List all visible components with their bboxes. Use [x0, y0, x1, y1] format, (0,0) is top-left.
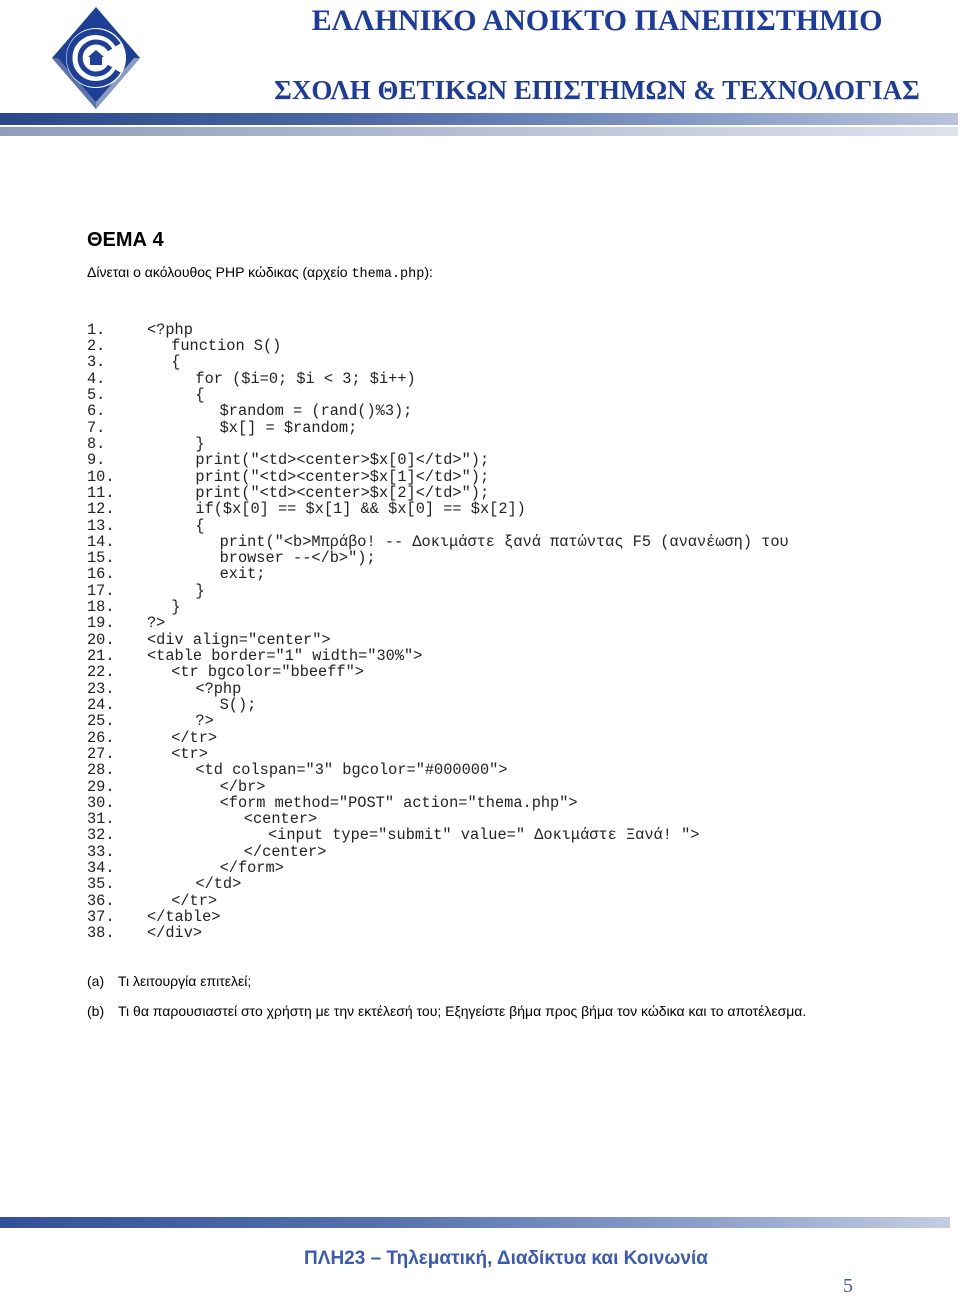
code-text: </tr>: [171, 728, 218, 747]
code-text: function S(): [171, 337, 282, 356]
code-line: [87, 648, 789, 664]
code-line: [87, 354, 789, 370]
code-line: [87, 403, 789, 419]
code-line: [87, 860, 789, 876]
line-number: 9.: [87, 451, 106, 470]
code-line: [87, 681, 789, 697]
code-text: <?php: [195, 679, 242, 698]
line-number: 6.: [87, 402, 106, 421]
code-line: [87, 436, 789, 452]
code-text: </table>: [147, 908, 221, 927]
code-text: <?php: [147, 320, 193, 339]
line-number: 14.: [87, 532, 115, 551]
header-divider-shadow: [0, 127, 958, 136]
school-name: ΣΧΟΛΗ ΘΕΤΙΚΩΝ ΕΠΙΣΤΗΜΩΝ & ΤΕΧΝΟΛΟΓΙΑΣ: [274, 75, 920, 105]
code-line: [87, 811, 789, 827]
code-text: </div>: [147, 924, 203, 943]
intro-suffix: ):: [424, 264, 433, 280]
line-number: 34.: [87, 859, 115, 878]
line-number: 30.: [87, 793, 115, 812]
code-line: [87, 452, 789, 468]
code-line: [87, 338, 789, 354]
code-line: [87, 762, 789, 778]
line-number: 28.: [87, 761, 115, 780]
code-text: }: [195, 434, 205, 453]
code-text: ?>: [147, 614, 166, 633]
line-number: 27.: [87, 744, 115, 763]
code-text: print("<td><center>$x[1]</td>");: [195, 467, 490, 486]
code-line: [87, 844, 789, 860]
intro-filename: thema.php: [351, 267, 425, 282]
code-line: [87, 909, 789, 925]
line-number: 32.: [87, 826, 115, 845]
line-number: 10.: [87, 467, 115, 486]
code-line: [87, 534, 789, 550]
code-text: print("<b>Μπράβο! -- Δοκιμάστε ξανά πατώντας F5 (ανανέωση) του: [219, 532, 789, 551]
question-label: (b): [87, 1003, 105, 1019]
line-number: 35.: [87, 875, 115, 894]
code-text: S();: [219, 695, 257, 714]
code-text: ?>: [195, 712, 214, 731]
code-line: [87, 583, 789, 599]
code-line: [87, 713, 789, 729]
code-line: [87, 387, 789, 403]
line-number: 37.: [87, 908, 115, 927]
line-number: 15.: [87, 549, 115, 568]
code-text: exit;: [219, 565, 266, 584]
code-line: [87, 730, 789, 746]
line-number: 24.: [87, 695, 115, 714]
code-line: [87, 322, 789, 338]
line-number: 21.: [87, 647, 115, 666]
code-text: </form>: [219, 859, 284, 878]
line-number: 25.: [87, 712, 115, 731]
code-line: [87, 632, 789, 648]
line-number: 29.: [87, 777, 115, 796]
line-number: 38.: [87, 924, 115, 943]
code-text: <input type="submit" value=" Δοκιμάστε Ξανά! ">: [268, 826, 700, 845]
code-line: [87, 925, 789, 941]
code-line: [87, 501, 789, 517]
university-logo-icon: [50, 5, 142, 111]
footer-divider: [0, 1217, 950, 1228]
code-line: [87, 420, 789, 436]
line-number: 31.: [87, 810, 115, 829]
code-text: </tr>: [171, 891, 218, 910]
line-number: 33.: [87, 842, 115, 861]
line-number: 20.: [87, 630, 115, 649]
code-text: <table border="1" width="30%">: [147, 647, 423, 666]
code-line: [87, 371, 789, 387]
code-text: <form method="POST" action="thema.php">: [219, 793, 578, 812]
code-line: [87, 697, 789, 713]
code-line: [87, 518, 789, 534]
line-number: 18.: [87, 598, 115, 617]
code-text: $x[] = $random;: [219, 418, 358, 437]
university-name: ΕΛΛΗΝΙΚΟ ΑΝΟΙΚΤΟ ΠΑΝΕΠΙΣΤΗΜΙΟ: [311, 4, 883, 37]
line-number: 17.: [87, 581, 115, 600]
line-number: 19.: [87, 614, 115, 633]
code-line: [87, 827, 789, 843]
line-number: 16.: [87, 565, 115, 584]
code-text: </td>: [195, 875, 242, 894]
code-text: </br>: [219, 777, 266, 796]
line-number: 36.: [87, 891, 115, 910]
code-line: [87, 469, 789, 485]
line-number: 22.: [87, 663, 115, 682]
code-text: <tr bgcolor="bbeeff">: [171, 663, 364, 682]
code-text: }: [195, 581, 205, 600]
line-number: 23.: [87, 679, 115, 698]
line-number: 13.: [87, 516, 115, 535]
topic-intro: [87, 262, 433, 285]
line-number: 5.: [87, 386, 106, 405]
code-text: $random = (rand()%3);: [219, 402, 413, 421]
code-line: [87, 876, 789, 892]
code-line: [87, 599, 789, 615]
topic-title: ΘΕΜΑ 4: [87, 229, 164, 251]
code-text: {: [195, 516, 205, 535]
code-text: <td colspan="3" bgcolor="#000000">: [195, 761, 508, 780]
question-a: [87, 971, 251, 991]
line-number: 11.: [87, 483, 115, 502]
line-number: 2.: [87, 337, 106, 356]
question-label: (a): [87, 973, 105, 989]
code-line: [87, 566, 789, 582]
code-text: </center>: [243, 842, 327, 861]
code-line: [87, 779, 789, 795]
code-text: print("<td><center>$x[2]</td>");: [195, 483, 490, 502]
code-line: [87, 664, 789, 680]
code-text: if($x[0] == $x[1] && $x[0] == $x[2]): [195, 500, 526, 519]
code-text: <tr>: [171, 744, 208, 763]
intro-text: Δίνεται ο ακόλουθος PHP κώδικας (αρχείο: [87, 264, 352, 280]
code-line: [87, 550, 789, 566]
code-listing: [87, 322, 789, 942]
page-number: 5: [843, 1275, 853, 1297]
question-text: Τι λειτουργία επιτελεί;: [118, 973, 252, 989]
line-number: 12.: [87, 500, 115, 519]
code-text: for ($i=0; $i < 3; $i++): [195, 369, 416, 388]
code-line: [87, 893, 789, 909]
line-number: 3.: [87, 353, 106, 372]
line-number: 1.: [87, 320, 106, 339]
code-text: browser --</b>");: [219, 549, 376, 568]
code-text: <center>: [243, 810, 318, 829]
code-text: {: [171, 353, 181, 372]
question-b: [87, 1001, 806, 1021]
line-number: 7.: [87, 418, 106, 437]
code-line: [87, 746, 789, 762]
code-line: [87, 795, 789, 811]
code-text: }: [171, 598, 181, 617]
line-number: 8.: [87, 434, 106, 453]
question-text: Τι θα παρουσιαστεί στο χρήστη με την εκτέλεσή του; Εξηγείστε βήμα προς βήμα τον κώδικα και το αποτέλεσμα.: [118, 1003, 807, 1019]
course-title: ΠΛΗ23 – Τηλεματική, Διαδίκτυα και Κοινωνία: [304, 1248, 708, 1269]
code-text: print("<td><center>$x[0]</td>");: [195, 451, 490, 470]
line-number: 4.: [87, 369, 106, 388]
code-text: {: [195, 386, 205, 405]
code-line: [87, 485, 789, 501]
header-divider: [0, 113, 958, 125]
code-text: <div align="center">: [147, 630, 331, 649]
line-number: 26.: [87, 728, 115, 747]
code-line: [87, 615, 789, 631]
